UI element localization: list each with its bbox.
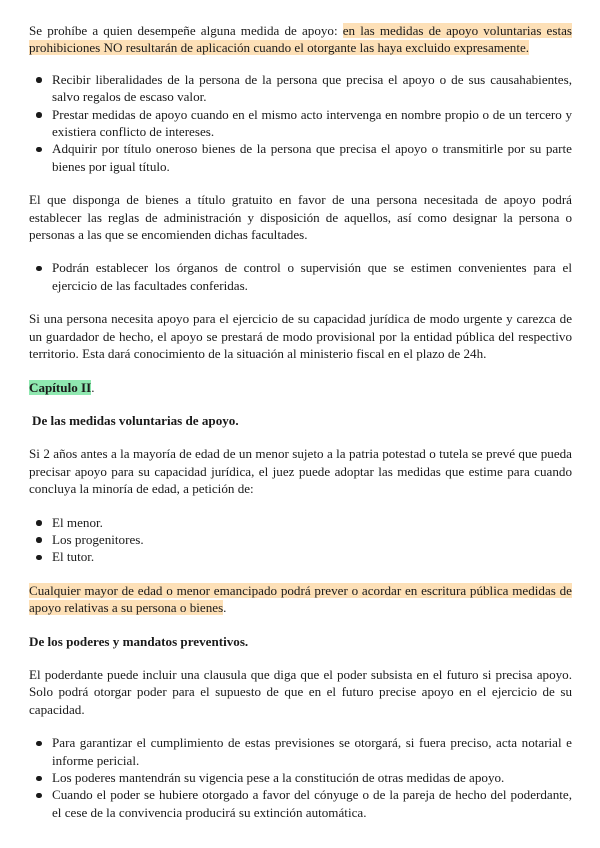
paragraph-preventive-power: El poderdante puede incluir una clausula que diga que el poder subsista en el futuro si precisa apoyo. Solo podrá otorgar poder para el supuesto de que en el futuro precise apoyo en el ejercicio de su capacidad. bbox=[29, 666, 572, 717]
list-item: Recibir liberalidades de la persona de la persona que precisa el apoyo o de sus causahabientes, salvo regalos de escaso valor. bbox=[29, 71, 572, 106]
paragraph-minor-measures: Si 2 años antes a la mayoría de edad de un menor sujeto a la patria potestad o tutela se prevé que pueda precisar apoyo para su capacidad jurídica, el juez puede adoptar las medidas que estime para cuando concluya la minoría de edad, a petición de: bbox=[29, 446, 572, 497]
control-list bbox=[29, 259, 572, 294]
list-item: Para garantizar el cumplimiento de estas previsiones se otorgará, si fuera preciso, acta notarial e informe pericial. bbox=[29, 734, 572, 769]
paragraph-text: Se prohíbe a quien desempeñe alguna medida de apoyo: bbox=[29, 23, 343, 38]
prohibitions-list bbox=[29, 71, 572, 175]
list-item: Los progenitores. bbox=[29, 531, 572, 548]
powers-list bbox=[29, 734, 572, 821]
highlighted-text: en las medidas de apoyo voluntarias estas prohibiciones NO resultarán de aplicación cuando el otorgante las haya excluido expresamente. bbox=[29, 23, 572, 56]
paragraph-public-deed bbox=[29, 582, 572, 617]
list-item: Adquirir por título oneroso bienes de la persona que precisa el apoyo o transmitirle por su parte bienes por igual título. bbox=[29, 140, 572, 175]
list-item: Los poderes mantendrán su vigencia pese a la constitución de otras medidas de apoyo. bbox=[29, 769, 572, 786]
paragraph-prohibitions bbox=[29, 22, 572, 57]
section-heading-powers: De los poderes y mandatos preventivos. bbox=[29, 633, 249, 649]
list-item: Podrán establecer los órganos de control o supervisión que se estimen convenientes para el ejercicio de las facultades conferidas. bbox=[29, 259, 572, 294]
petitioners-list bbox=[29, 514, 572, 566]
chapter-title bbox=[29, 379, 572, 396]
chapter-suffix: . bbox=[91, 379, 95, 395]
list-item: El menor. bbox=[29, 514, 572, 531]
paragraph-text: . bbox=[223, 600, 227, 616]
list-item: Prestar medidas de apoyo cuando en el mismo acto intervenga en nombre propio o de un tercero y existiera conflicto de intereses. bbox=[29, 106, 572, 141]
chapter-label: Capítulo II bbox=[29, 379, 92, 395]
highlighted-text: Cualquier mayor de edad o menor emancipado podrá prever o acordar en escritura pública medidas de apoyo relativas a su persona o bienes bbox=[29, 582, 572, 616]
paragraph-free-disposition: El que disponga de bienes a título gratuito en favor de una persona necesitada de apoyo podrá establecer las reglas de administración y disposición de aquellos, así como designar la persona o personas a las que se encomienden dichas facultades. bbox=[29, 192, 572, 243]
paragraph-urgent-support: Si una persona necesita apoyo para el ejercicio de su capacidad jurídica de modo urgente y carezca de un guardador de hecho, el apoyo se prestará de modo provisional por la entidad pública del respectivo territorio. Esta dará conocimiento de la situación al ministerio fiscal en el plazo de 24h. bbox=[29, 311, 572, 362]
list-item: Cuando el poder se hubiere otorgado a favor del cónyuge o de la pareja de hecho del poderdante, el cese de la convivencia producirá su extinción automática. bbox=[29, 786, 572, 821]
list-item: El tutor. bbox=[29, 548, 572, 565]
section-heading-voluntary: De las medidas voluntarias de apoyo. bbox=[32, 412, 239, 428]
